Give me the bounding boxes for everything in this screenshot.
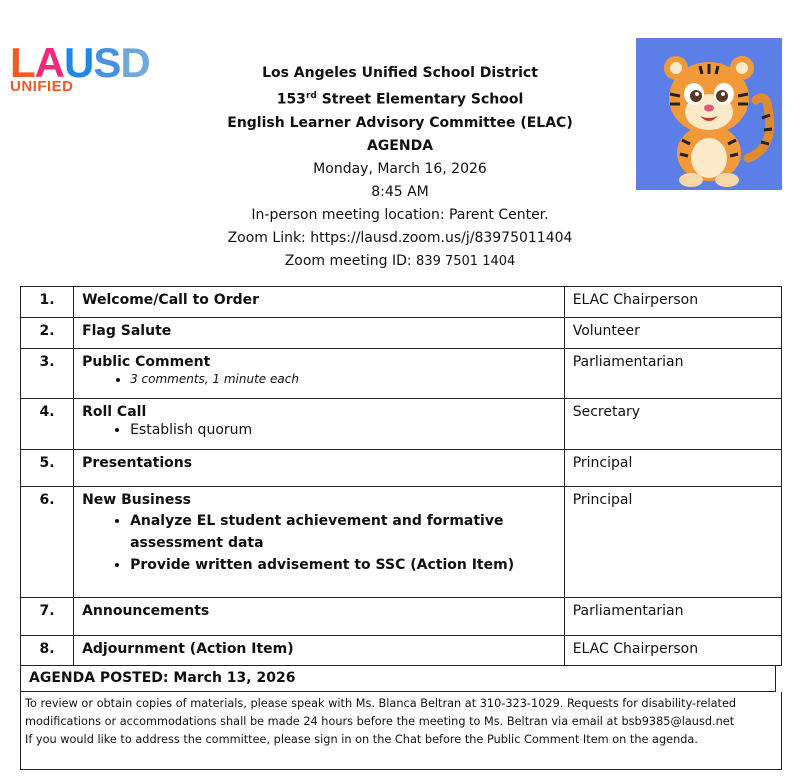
table-row bbox=[21, 598, 782, 636]
item-title: Presentations bbox=[82, 455, 193, 471]
item-title: New Business bbox=[82, 492, 191, 508]
table-row bbox=[21, 399, 782, 450]
school-name: 153rd Street Elementary School bbox=[276, 91, 524, 108]
item-number: 7. bbox=[21, 598, 74, 636]
meeting-time: 8:45 AM bbox=[371, 183, 429, 200]
item-presenter: ELAC Chairperson bbox=[564, 636, 781, 666]
item-presenter: Principal bbox=[564, 487, 781, 598]
zoom-id: Zoom meeting ID: 839 7501 1404 bbox=[284, 252, 516, 269]
logo-letter: D bbox=[120, 39, 150, 86]
table-row bbox=[21, 318, 782, 349]
item-presenter: Parliamentarian bbox=[564, 598, 781, 636]
item-presenter: Principal bbox=[564, 450, 781, 487]
notes-line: If you would like to address the committee, please sign in on the Chat before the Public Comment Item on the agenda. bbox=[25, 733, 698, 746]
item-number: 3. bbox=[21, 349, 74, 399]
notes-box bbox=[20, 692, 782, 770]
agenda-title: AGENDA bbox=[366, 137, 434, 154]
document-header bbox=[180, 62, 620, 273]
lausd-logo bbox=[10, 39, 190, 95]
item-bullet: • Provide written advisement to SSC (Action Item) bbox=[130, 554, 556, 576]
item-presenter: Parliamentarian bbox=[564, 349, 781, 399]
item-title: Roll Call bbox=[82, 404, 147, 420]
item-number: 6. bbox=[21, 487, 74, 598]
item-presenter: Volunteer bbox=[564, 318, 781, 349]
item-presenter: Secretary bbox=[564, 399, 781, 450]
item-title: Public Comment bbox=[82, 354, 211, 370]
zoom-link[interactable]: Zoom Link: https://lausd.zoom.us/j/83975011404 bbox=[227, 229, 573, 246]
item-number: 1. bbox=[21, 287, 74, 318]
item-number: 4. bbox=[21, 399, 74, 450]
table-row bbox=[21, 636, 782, 666]
item-title: Flag Salute bbox=[82, 323, 172, 339]
meeting-location: In-person meeting location: Parent Center. bbox=[251, 206, 549, 223]
agenda-table bbox=[20, 286, 782, 666]
table-row bbox=[21, 450, 782, 487]
item-bullet: • Establish quorum bbox=[130, 422, 556, 438]
item-bullet: • Analyze EL student achievement and formative assessment data bbox=[130, 510, 556, 554]
logo-letter: U bbox=[64, 39, 94, 86]
logo-letter: L bbox=[10, 39, 35, 86]
agenda-posted: AGENDA POSTED: March 13, 2026 bbox=[20, 665, 776, 692]
item-title: Adjournment (Action Item) bbox=[82, 641, 294, 657]
item-number: 8. bbox=[21, 636, 74, 666]
item-number: 2. bbox=[21, 318, 74, 349]
item-bullet: • 3 comments, 1 minute each bbox=[130, 372, 556, 386]
logo-letter: A bbox=[34, 39, 64, 86]
item-presenter: ELAC Chairperson bbox=[564, 287, 781, 318]
district-name: Los Angeles Unified School District bbox=[262, 65, 538, 81]
item-title: Welcome/Call to Order bbox=[82, 292, 260, 308]
committee-name: English Learner Advisory Committee (ELAC) bbox=[227, 114, 573, 131]
table-row bbox=[21, 287, 782, 318]
item-title: Announcements bbox=[82, 603, 210, 619]
logo-sub: UNIFIED bbox=[10, 78, 74, 95]
table-row bbox=[21, 487, 782, 598]
item-number: 5. bbox=[21, 450, 74, 487]
tiger-mascot-image bbox=[636, 38, 782, 190]
table-row bbox=[21, 349, 782, 399]
notes-line: To review or obtain copies of materials, please speak with Ms. Blanca Beltran at 310-323-1029. Requests for disability-related modifications or accommodations shall be made 24 hours before the meeting to Ms. Beltran via email at bsb9385@lausd.net bbox=[25, 697, 737, 728]
logo-letter: S bbox=[93, 39, 121, 86]
meeting-date: Monday, March 16, 2026 bbox=[313, 160, 487, 177]
